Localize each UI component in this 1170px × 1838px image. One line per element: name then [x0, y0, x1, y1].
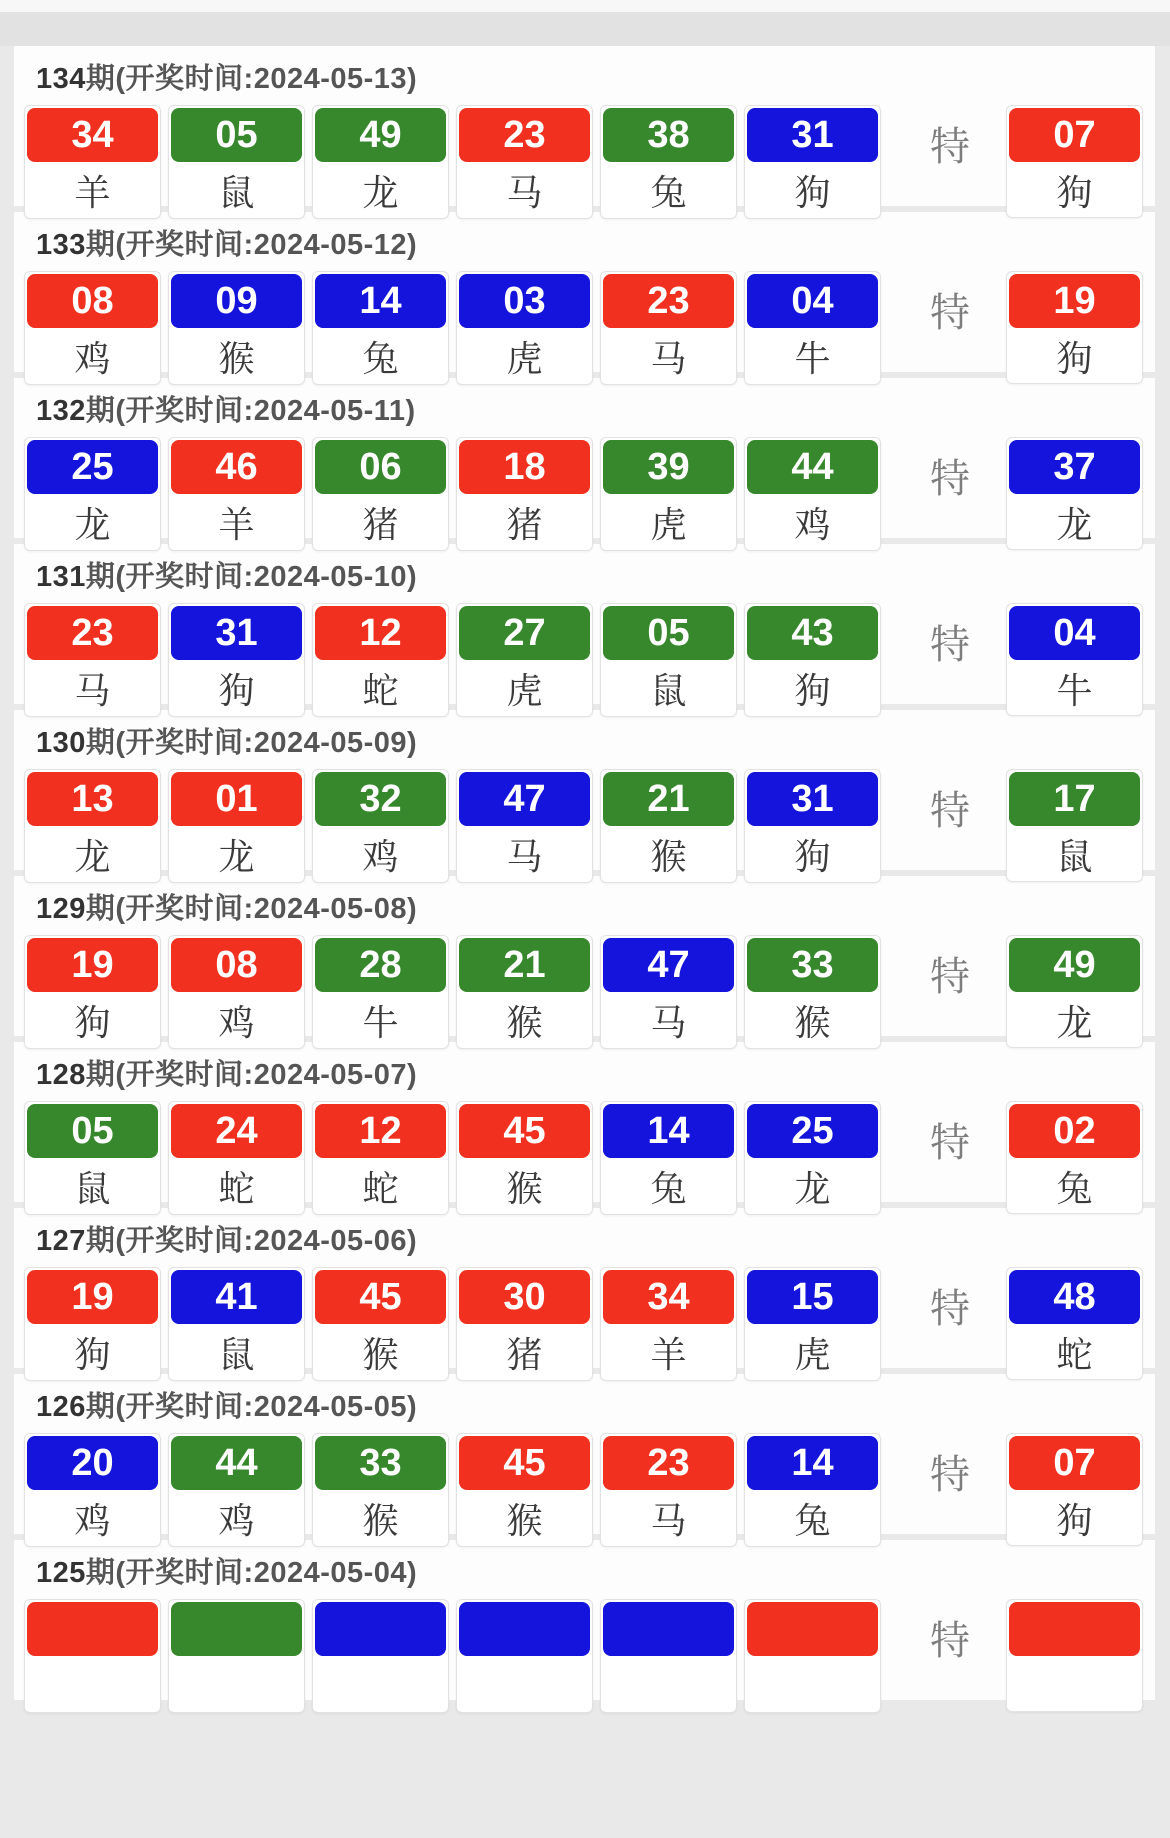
zodiac-label: 马 — [650, 1500, 687, 1541]
zodiac-label: 猪 — [506, 1334, 543, 1375]
zodiac-label — [1007, 1658, 1142, 1711]
ball-number: 17 — [1009, 772, 1140, 826]
ball-number: 25 — [747, 1104, 878, 1158]
ball-number: 14 — [747, 1436, 878, 1490]
ball-number: 07 — [1009, 1436, 1140, 1490]
number-tile — [24, 1433, 161, 1547]
ball-number: 30 — [459, 1270, 590, 1324]
zodiac-label: 兔 — [650, 172, 687, 213]
ball-number: 15 — [747, 1270, 878, 1324]
zodiac-label: 鸡 — [218, 1002, 255, 1043]
number-tile — [168, 769, 305, 883]
special-label: 特 — [930, 1121, 970, 1165]
ball-number — [27, 1602, 158, 1656]
ball-number — [603, 1602, 734, 1656]
page-top-margin — [0, 0, 1170, 12]
zodiac-label: 鸡 — [362, 836, 399, 877]
ball-number: 19 — [27, 1270, 158, 1324]
number-tile — [600, 603, 737, 717]
ball-number: 14 — [603, 1104, 734, 1158]
number-tile — [744, 437, 881, 551]
ball-number: 39 — [603, 440, 734, 494]
zodiac-label: 虎 — [506, 338, 543, 379]
period-number: 130 — [36, 727, 86, 759]
special-number-tile — [1006, 603, 1143, 716]
number-tile — [168, 1599, 305, 1713]
zodiac-label: 猴 — [506, 1168, 543, 1209]
zodiac-label: 鸡 — [74, 1500, 111, 1541]
number-tile — [456, 769, 593, 883]
zodiac-label — [169, 1658, 304, 1711]
period-header — [14, 218, 1155, 271]
period-header — [14, 384, 1155, 437]
number-tile — [312, 1101, 449, 1215]
zodiac-label: 马 — [650, 338, 687, 379]
zodiac-label: 羊 — [74, 172, 111, 213]
zodiac-label: 猴 — [218, 338, 255, 379]
ball-number: 47 — [459, 772, 590, 826]
zodiac-label — [25, 1658, 160, 1711]
numbers-row — [14, 437, 1155, 551]
top-gray-bar — [0, 12, 1170, 46]
zodiac-label — [745, 1658, 880, 1711]
zodiac-label: 狗 — [1056, 338, 1093, 379]
zodiac-label: 鸡 — [74, 338, 111, 379]
special-number-tile — [1006, 271, 1143, 384]
special-number-tile — [1006, 1599, 1143, 1712]
number-tile — [168, 1101, 305, 1215]
ball-number — [459, 1602, 590, 1656]
ball-number: 19 — [27, 938, 158, 992]
zodiac-label: 牛 — [1056, 670, 1093, 711]
ball-number — [315, 1602, 446, 1656]
special-label: 特 — [930, 955, 970, 999]
period-header — [14, 1048, 1155, 1101]
ball-number: 49 — [315, 108, 446, 162]
lottery-period-block — [14, 1208, 1155, 1375]
number-tile — [744, 1267, 881, 1381]
zodiac-label: 虎 — [794, 1334, 831, 1375]
number-tile — [744, 603, 881, 717]
ball-number: 48 — [1009, 1270, 1140, 1324]
period-draw-time: 期(开奖时间:2024-05-09) — [85, 727, 418, 759]
number-tile — [312, 603, 449, 717]
zodiac-label: 猴 — [794, 1002, 831, 1043]
zodiac-label: 羊 — [218, 504, 255, 545]
zodiac-label: 虎 — [650, 504, 687, 545]
ball-number — [1009, 1602, 1140, 1656]
zodiac-label: 龙 — [74, 504, 111, 545]
number-tile — [312, 271, 449, 385]
zodiac-label: 猴 — [362, 1334, 399, 1375]
ball-number: 37 — [1009, 440, 1140, 494]
number-tile — [600, 769, 737, 883]
period-header — [14, 1214, 1155, 1267]
zodiac-label: 狗 — [218, 670, 255, 711]
number-tile — [600, 1267, 737, 1381]
ball-number: 31 — [747, 772, 878, 826]
zodiac-label: 猴 — [506, 1500, 543, 1541]
period-header — [14, 52, 1155, 105]
zodiac-label: 猴 — [362, 1500, 399, 1541]
period-number: 128 — [36, 1059, 86, 1091]
ball-number: 05 — [603, 606, 734, 660]
special-label: 特 — [930, 291, 970, 335]
special-label: 特 — [930, 457, 970, 501]
ball-number: 05 — [27, 1104, 158, 1158]
ball-number: 24 — [171, 1104, 302, 1158]
period-draw-time: 期(开奖时间:2024-05-10) — [85, 561, 418, 593]
number-tile — [600, 1599, 737, 1713]
numbers-row — [14, 271, 1155, 385]
ball-number: 04 — [1009, 606, 1140, 660]
period-number: 125 — [36, 1557, 86, 1589]
lottery-period-block — [14, 46, 1155, 213]
zodiac-label: 猴 — [650, 836, 687, 877]
number-tile — [744, 271, 881, 385]
number-tile — [456, 603, 593, 717]
zodiac-label: 鸡 — [218, 1500, 255, 1541]
zodiac-label: 龙 — [74, 836, 111, 877]
special-number-tile — [1006, 935, 1143, 1048]
ball-number: 03 — [459, 274, 590, 328]
ball-number: 14 — [315, 274, 446, 328]
zodiac-label: 蛇 — [1056, 1334, 1093, 1375]
number-tile — [456, 1599, 593, 1713]
ball-number: 08 — [27, 274, 158, 328]
numbers-row — [14, 1101, 1155, 1215]
lottery-period-block — [14, 212, 1155, 379]
number-tile — [168, 437, 305, 551]
ball-number: 27 — [459, 606, 590, 660]
zodiac-label: 蛇 — [218, 1168, 255, 1209]
period-number: 126 — [36, 1391, 86, 1423]
zodiac-label: 龙 — [218, 836, 255, 877]
special-label: 特 — [930, 623, 970, 667]
numbers-row — [14, 105, 1155, 219]
ball-number: 09 — [171, 274, 302, 328]
zodiac-label: 鸡 — [794, 504, 831, 545]
ball-number: 45 — [315, 1270, 446, 1324]
ball-number: 20 — [27, 1436, 158, 1490]
ball-number: 25 — [27, 440, 158, 494]
zodiac-label: 狗 — [794, 172, 831, 213]
ball-number: 38 — [603, 108, 734, 162]
zodiac-label — [457, 1658, 592, 1711]
zodiac-label: 狗 — [794, 670, 831, 711]
zodiac-label: 兔 — [794, 1500, 831, 1541]
number-tile — [168, 105, 305, 219]
zodiac-label: 龙 — [1056, 1002, 1093, 1043]
ball-number: 33 — [315, 1436, 446, 1490]
period-header — [14, 882, 1155, 935]
number-tile — [24, 935, 161, 1049]
ball-number: 41 — [171, 1270, 302, 1324]
zodiac-label: 鼠 — [218, 1334, 255, 1375]
period-draw-time: 期(开奖时间:2024-05-06) — [85, 1225, 418, 1257]
ball-number: 45 — [459, 1436, 590, 1490]
ball-number: 01 — [171, 772, 302, 826]
numbers-row — [14, 769, 1155, 883]
ball-number: 44 — [171, 1436, 302, 1490]
zodiac-label: 牛 — [362, 1002, 399, 1043]
ball-number: 23 — [459, 108, 590, 162]
zodiac-label: 龙 — [794, 1168, 831, 1209]
special-label: 特 — [930, 1619, 970, 1663]
number-tile — [744, 1433, 881, 1547]
period-draw-time: 期(开奖时间:2024-05-13) — [85, 63, 418, 95]
number-tile — [744, 1599, 881, 1713]
ball-number: 28 — [315, 938, 446, 992]
ball-number: 04 — [747, 274, 878, 328]
period-draw-time: 期(开奖时间:2024-05-05) — [85, 1391, 418, 1423]
ball-number: 21 — [603, 772, 734, 826]
numbers-row — [14, 935, 1155, 1049]
numbers-row — [14, 1433, 1155, 1547]
ball-number: 07 — [1009, 108, 1140, 162]
lottery-results-list — [14, 46, 1155, 1700]
number-tile — [600, 105, 737, 219]
zodiac-label: 牛 — [794, 338, 831, 379]
number-tile — [600, 1433, 737, 1547]
number-tile — [24, 1101, 161, 1215]
zodiac-label: 猪 — [362, 504, 399, 545]
number-tile — [744, 935, 881, 1049]
ball-number: 05 — [171, 108, 302, 162]
ball-number — [747, 1602, 878, 1656]
zodiac-label: 马 — [74, 670, 111, 711]
period-number: 129 — [36, 893, 86, 925]
ball-number: 19 — [1009, 274, 1140, 328]
number-tile — [24, 105, 161, 219]
zodiac-label: 猪 — [506, 504, 543, 545]
zodiac-label: 狗 — [74, 1002, 111, 1043]
number-tile — [168, 1267, 305, 1381]
period-number: 127 — [36, 1225, 86, 1257]
period-number: 134 — [36, 63, 86, 95]
period-draw-time: 期(开奖时间:2024-05-07) — [85, 1059, 418, 1091]
period-draw-time: 期(开奖时间:2024-05-12) — [85, 229, 418, 261]
zodiac-label: 兔 — [1056, 1168, 1093, 1209]
ball-number: 02 — [1009, 1104, 1140, 1158]
special-number-tile — [1006, 1101, 1143, 1214]
number-tile — [168, 603, 305, 717]
zodiac-label: 猴 — [506, 1002, 543, 1043]
lottery-period-block — [14, 876, 1155, 1043]
zodiac-label: 羊 — [650, 1334, 687, 1375]
zodiac-label: 狗 — [794, 836, 831, 877]
ball-number: 31 — [747, 108, 878, 162]
number-tile — [168, 935, 305, 1049]
lottery-period-block — [14, 544, 1155, 711]
special-label: 特 — [930, 1287, 970, 1331]
ball-number: 06 — [315, 440, 446, 494]
ball-number: 47 — [603, 938, 734, 992]
period-header — [14, 1546, 1155, 1599]
ball-number: 45 — [459, 1104, 590, 1158]
special-label: 特 — [930, 1453, 970, 1497]
ball-number: 34 — [603, 1270, 734, 1324]
number-tile — [456, 271, 593, 385]
number-tile — [312, 1599, 449, 1713]
ball-number: 32 — [315, 772, 446, 826]
number-tile — [312, 105, 449, 219]
number-tile — [600, 271, 737, 385]
number-tile — [312, 1267, 449, 1381]
zodiac-label: 鼠 — [218, 172, 255, 213]
number-tile — [456, 105, 593, 219]
ball-number: 12 — [315, 1104, 446, 1158]
number-tile — [456, 437, 593, 551]
ball-number: 08 — [171, 938, 302, 992]
ball-number: 49 — [1009, 938, 1140, 992]
numbers-row — [14, 1267, 1155, 1381]
lottery-period-block — [14, 378, 1155, 545]
number-tile — [168, 1433, 305, 1547]
zodiac-label: 马 — [650, 1002, 687, 1043]
ball-number: 13 — [27, 772, 158, 826]
number-tile — [456, 935, 593, 1049]
number-tile — [24, 1599, 161, 1713]
special-label: 特 — [930, 125, 970, 169]
number-tile — [744, 769, 881, 883]
special-number-tile — [1006, 437, 1143, 550]
zodiac-label: 马 — [506, 836, 543, 877]
zodiac-label: 马 — [506, 172, 543, 213]
number-tile — [744, 1101, 881, 1215]
ball-number: 12 — [315, 606, 446, 660]
ball-number: 23 — [603, 274, 734, 328]
number-tile — [456, 1267, 593, 1381]
number-tile — [24, 1267, 161, 1381]
zodiac-label: 狗 — [1056, 1500, 1093, 1541]
zodiac-label: 鼠 — [1056, 836, 1093, 877]
zodiac-label: 鼠 — [74, 1168, 111, 1209]
numbers-row — [14, 603, 1155, 717]
lottery-period-block — [14, 1540, 1155, 1700]
number-tile — [600, 1101, 737, 1215]
number-tile — [312, 935, 449, 1049]
zodiac-label: 鼠 — [650, 670, 687, 711]
number-tile — [744, 105, 881, 219]
number-tile — [24, 437, 161, 551]
zodiac-label: 兔 — [650, 1168, 687, 1209]
ball-number: 43 — [747, 606, 878, 660]
number-tile — [312, 769, 449, 883]
zodiac-label: 狗 — [74, 1334, 111, 1375]
ball-number: 21 — [459, 938, 590, 992]
number-tile — [312, 437, 449, 551]
ball-number: 33 — [747, 938, 878, 992]
zodiac-label — [313, 1658, 448, 1711]
period-draw-time: 期(开奖时间:2024-05-11) — [85, 395, 416, 427]
period-header — [14, 550, 1155, 603]
zodiac-label: 蛇 — [362, 1168, 399, 1209]
zodiac-label: 龙 — [1056, 504, 1093, 545]
zodiac-label — [601, 1658, 736, 1711]
period-draw-time: 期(开奖时间:2024-05-04) — [85, 1557, 418, 1589]
zodiac-label: 兔 — [362, 338, 399, 379]
zodiac-label: 狗 — [1056, 172, 1093, 213]
period-number: 131 — [36, 561, 86, 593]
special-number-tile — [1006, 769, 1143, 882]
period-number: 132 — [36, 395, 86, 427]
period-draw-time: 期(开奖时间:2024-05-08) — [85, 893, 418, 925]
lottery-period-block — [14, 710, 1155, 877]
number-tile — [600, 437, 737, 551]
zodiac-label: 蛇 — [362, 670, 399, 711]
number-tile — [168, 271, 305, 385]
ball-number: 23 — [603, 1436, 734, 1490]
period-number: 133 — [36, 229, 86, 261]
period-header — [14, 716, 1155, 769]
number-tile — [24, 271, 161, 385]
zodiac-label: 虎 — [506, 670, 543, 711]
ball-number: 46 — [171, 440, 302, 494]
ball-number: 18 — [459, 440, 590, 494]
ball-number: 31 — [171, 606, 302, 660]
ball-number — [171, 1602, 302, 1656]
number-tile — [24, 769, 161, 883]
number-tile — [24, 603, 161, 717]
ball-number: 23 — [27, 606, 158, 660]
special-number-tile — [1006, 105, 1143, 218]
lottery-period-block — [14, 1374, 1155, 1541]
special-label: 特 — [930, 789, 970, 833]
number-tile — [456, 1101, 593, 1215]
period-header — [14, 1380, 1155, 1433]
special-number-tile — [1006, 1433, 1143, 1546]
special-number-tile — [1006, 1267, 1143, 1380]
number-tile — [600, 935, 737, 1049]
number-tile — [456, 1433, 593, 1547]
number-tile — [312, 1433, 449, 1547]
lottery-period-block — [14, 1042, 1155, 1209]
numbers-row — [14, 1599, 1155, 1713]
ball-number: 44 — [747, 440, 878, 494]
ball-number: 34 — [27, 108, 158, 162]
zodiac-label: 龙 — [362, 172, 399, 213]
